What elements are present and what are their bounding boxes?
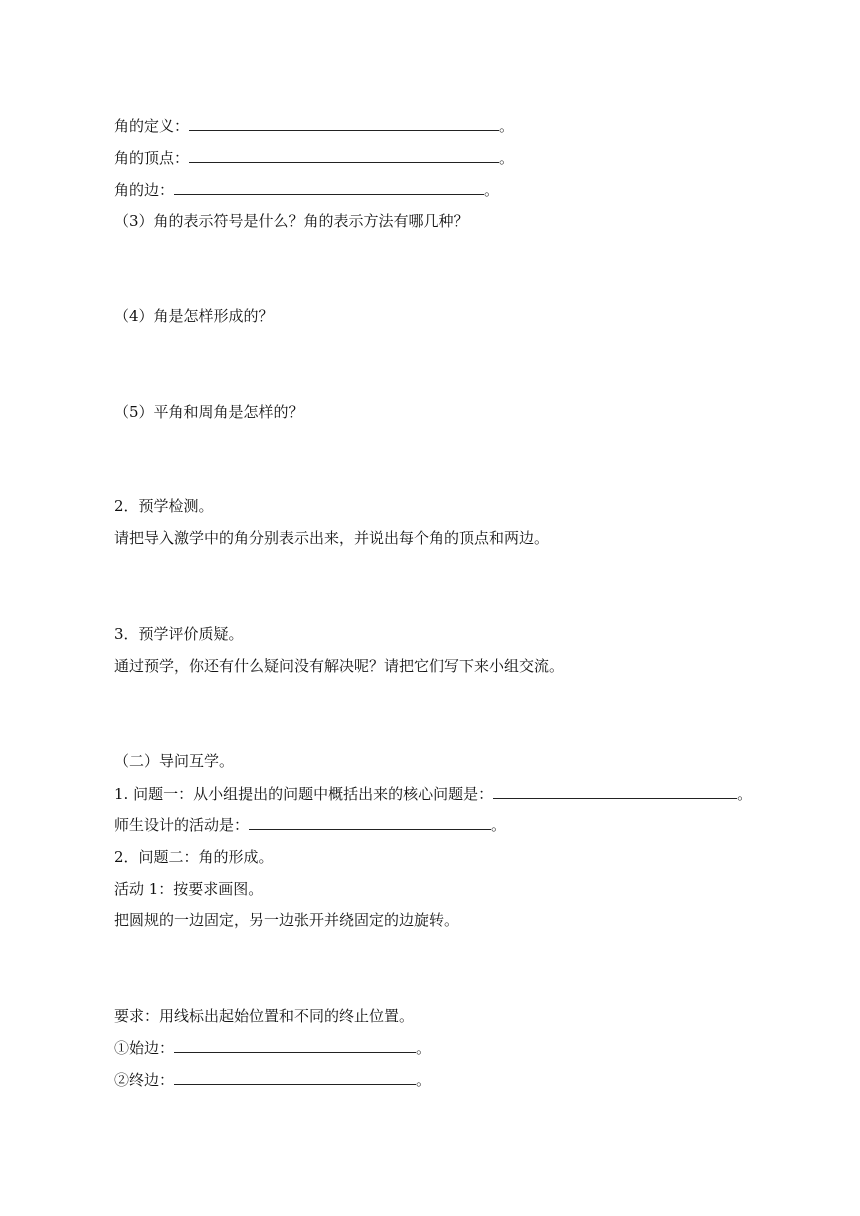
question-3: （3）角的表示符号是什么？角的表示方法有哪几种？ [114,212,469,230]
section-2-text: 请把导入激学中的角分别表示出来，并说出每个角的顶点和两边。 [114,529,550,547]
question-4: （4）角是怎样形成的？ [114,307,274,325]
section-3-text: 通过预学，你还有什么疑问没有解决呢？请把它们写下来小组交流。 [114,657,565,675]
compass-instruction: 把圆规的一边固定，另一边张开并绕固定的边旋转。 [114,911,460,929]
vertex-blank[interactable] [189,148,499,163]
period: 。 [491,816,507,834]
side-line [114,180,499,200]
activity-1: 活动 1：按要求画图。 [114,880,264,898]
end-side-blank[interactable] [174,1070,416,1085]
requirement: 要求：用线标出起始位置和不同的终止位置。 [114,1007,415,1025]
section-2-heading: 2．预学检测。 [114,497,214,515]
vertex-label: 角的顶点： [114,149,190,167]
core-question-blank[interactable] [493,784,737,799]
core-question-label: 1. 问题一：从小组提出的问题中概括出来的核心问题是： [114,785,494,803]
period: 。 [416,1071,432,1089]
activity-design-label: 师生设计的活动是： [114,816,250,834]
definition-blank[interactable] [189,116,499,131]
question-5: （5）平角和周角是怎样的？ [114,403,304,421]
period: 。 [499,117,515,135]
activity-design-line [114,815,506,835]
part-2-heading: （二）导问互学。 [114,752,235,770]
start-side-line [114,1038,431,1058]
definition-line [114,116,514,136]
end-side-label: ②终边： [114,1071,175,1089]
question-2: 2．问题二：角的形成。 [114,848,274,866]
period: 。 [416,1039,432,1057]
period: 。 [484,181,500,199]
end-side-line [114,1070,431,1090]
period: 。 [737,785,753,803]
vertex-line [114,148,514,168]
start-side-blank[interactable] [174,1038,416,1053]
side-label: 角的边： [114,181,175,199]
activity-design-blank[interactable] [249,815,491,830]
core-question-line [114,784,752,804]
period: 。 [499,149,515,167]
side-blank[interactable] [174,180,484,195]
start-side-label: ①始边： [114,1039,175,1057]
definition-label: 角的定义： [114,117,190,135]
section-3-heading: 3．预学评价质疑。 [114,625,244,643]
